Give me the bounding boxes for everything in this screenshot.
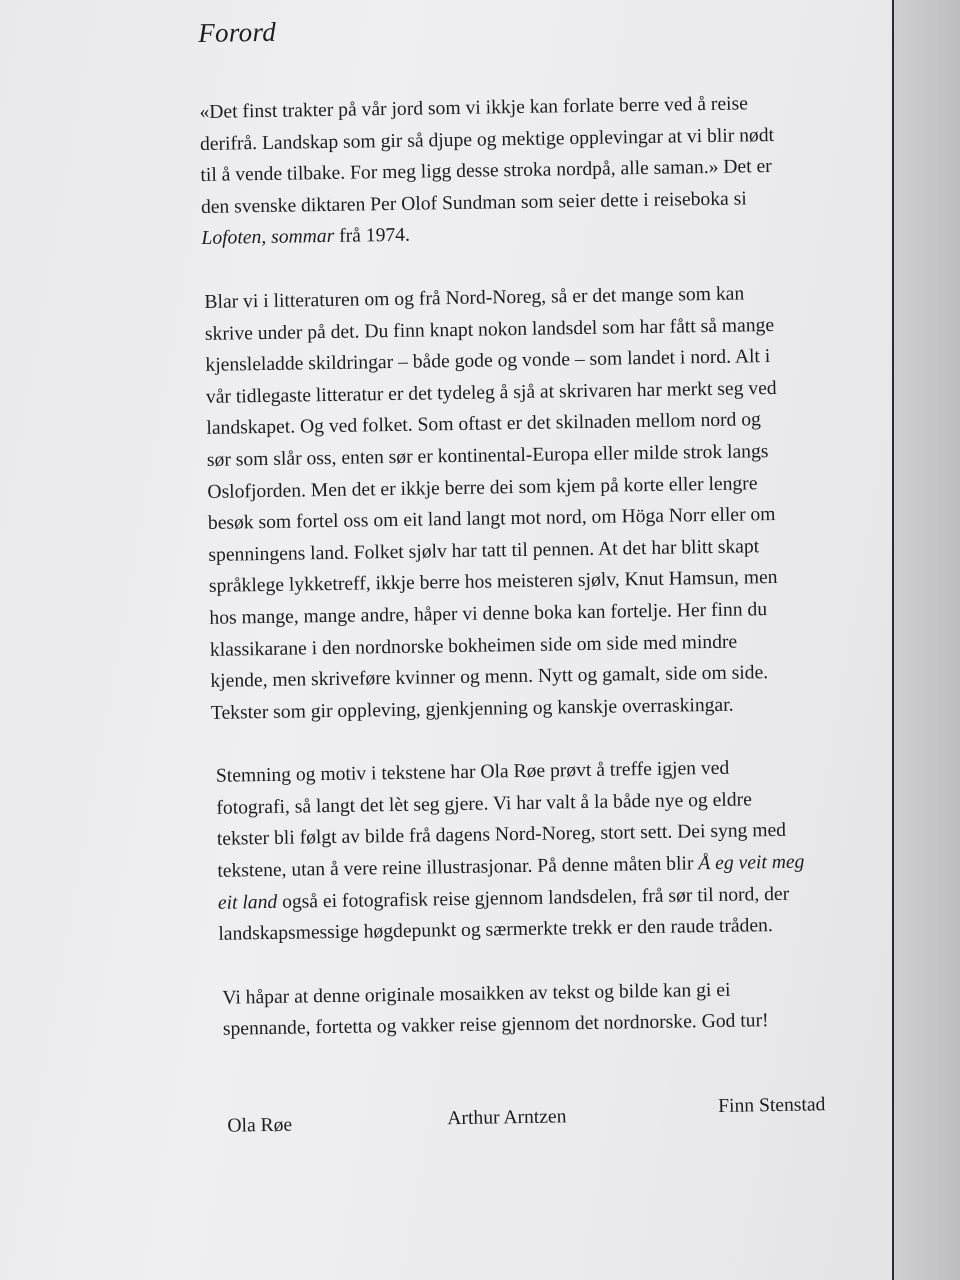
text-line: Blar vi i litteraturen om og frå Nord-Noreg, så er det mange som kan [204, 283, 745, 313]
paragraph-1 [199, 87, 861, 255]
preface-text [198, 8, 876, 1138]
text-line: derifrå. Landskap som gir så djupe og mektige opplevingar at vi blir nødt [199, 124, 775, 155]
text-line: til å vende tilbake. For meg ligg desse stroka nordpå, alle saman.» Det er [200, 156, 772, 187]
text-line: den svenske diktaren Per Olof Sundman som seier dette i reiseboka si [200, 188, 747, 218]
background-surface [894, 0, 960, 1280]
text-line: landskapet. Og ved folket. Som oftast er det skilnaden mellom nord og [206, 409, 762, 440]
text-line: besøk som fortel oss om eit land langt mot nord, om Höga Norr eller om [207, 504, 776, 535]
book-title-italic: Lofoten, sommar [201, 226, 335, 250]
book-title-italic: eit land [217, 891, 278, 914]
text-line: skrive under på det. Du finn knapt nokon landsdel som har fått så mange [204, 314, 775, 345]
text-line: «Det finst trakter på vår jord som vi ikkje kan forlate berre ved å reise [199, 93, 749, 123]
text-line: spennande, fortetta og vakker reise gjennom det nordnorske. God tur! [222, 1010, 769, 1041]
text-line: kjensleladde skildringar – både gode og vonde – som landet i nord. Alt i [205, 346, 771, 377]
text-fragment: tekstene, utan å vere reine illustrasjonar. På denne måten blir [217, 853, 699, 882]
text-line: sør som slår oss, enten sør er kontinental-Europa eller milde strok langs [206, 441, 769, 471]
paragraph-4 [213, 972, 874, 1046]
text-line: hos mange, mange andre, håper vi denne boka kan fortelje. Her finn du [209, 599, 768, 629]
text-fragment: frå 1974. [334, 225, 411, 248]
text-line: Stemning og motiv i tekstene har Ola Røe prøvt å treffe igjen ved [215, 758, 730, 788]
text-line: landskapsmessige høgdepunkt og særmerkte trekk er den raude tråden. [218, 915, 773, 946]
text-fragment: også ei fotografisk reise gjennom landsdelen, frå sør til nord, der [277, 883, 790, 913]
text-line: språklege lykketreff, ikkje berre hos meisteren sjølv, Knut Hamsun, men [208, 567, 778, 598]
text-line: kjende, men skriveføre kvinner og menn. Nytt og gamalt, side om side. [210, 662, 769, 692]
paragraph-3 [210, 751, 873, 951]
signature-author-3: Finn Stenstad [717, 1094, 826, 1117]
signatures [215, 1088, 876, 1138]
text-line: klassikarane i den nordnorske bokheimen side om side med mindre [209, 631, 738, 661]
signature-author-1: Ola Røe [227, 1114, 293, 1137]
text-line: Tekster som gir oppleving, gjenkjenning og kanskje overraskingar. [210, 694, 734, 724]
page-title: Forord [198, 16, 277, 48]
text-line: spenningens land. Folket sjølv har tatt til pennen. At det har blitt skapt [208, 535, 760, 566]
text-line: tekster bli følgt av bilde frå dagens Nord-Noreg, stort sett. Dei syng med [216, 820, 787, 851]
text-line: Oslofjorden. Men det er ikkje berre dei som kjem på korte eller lengre [207, 472, 758, 503]
text-line: vår tidlegaste litteratur er det tydeleg å sjå at skrivaren har merkt seg ved [205, 377, 777, 408]
signature-author-2: Arthur Arntzen [447, 1106, 567, 1130]
paragraph-2 [202, 277, 869, 730]
text-line: fotografi, så langt det lèt seg gjere. Vi har valt å la både nye og eldre [216, 789, 752, 819]
book-title-italic: Å eg veit meg [698, 851, 805, 875]
text-line: Vi håpar at denne originale mosaikken av tekst og bilde kan gi ei [222, 979, 731, 1009]
